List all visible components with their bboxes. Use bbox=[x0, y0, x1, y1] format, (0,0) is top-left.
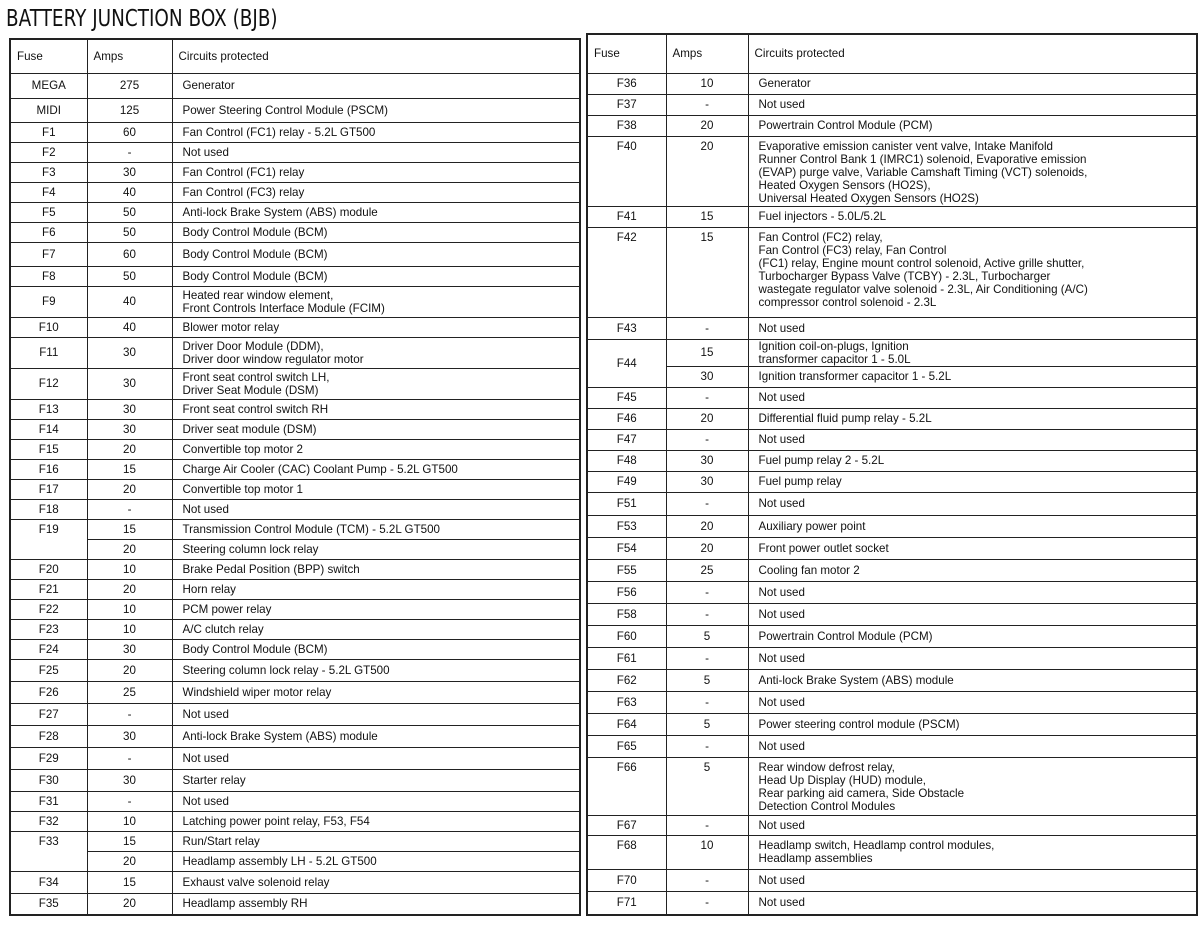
table-row bbox=[10, 579, 580, 599]
fuse-cell: F6 bbox=[10, 222, 87, 242]
circuits-cell: Generator bbox=[172, 73, 580, 98]
table-row bbox=[10, 811, 580, 831]
circuits-cell: Fuel injectors - 5.0L/5.2L bbox=[748, 206, 1197, 227]
amps-cell: 5 bbox=[666, 625, 748, 647]
table-row bbox=[587, 815, 1197, 835]
fuse-cell: F67 bbox=[587, 815, 666, 835]
header-amps: Amps bbox=[87, 39, 172, 73]
fuse-cell: F65 bbox=[587, 735, 666, 757]
table-row bbox=[587, 625, 1197, 647]
fuse-cell: F23 bbox=[10, 619, 87, 639]
circuits-cell: Charge Air Cooler (CAC) Coolant Pump - 5.2L GT500 bbox=[172, 459, 580, 479]
amps-cell: 30 bbox=[87, 399, 172, 419]
table-row bbox=[587, 559, 1197, 581]
fuse-cell: F8 bbox=[10, 266, 87, 286]
amps-cell: 5 bbox=[666, 757, 748, 815]
circuits-cell: Not used bbox=[172, 703, 580, 725]
circuits-cell: Not used bbox=[748, 603, 1197, 625]
circuits-cell: Not used bbox=[748, 581, 1197, 603]
amps-cell: 20 bbox=[87, 893, 172, 915]
amps-cell: 20 bbox=[87, 479, 172, 499]
circuits-cell: Rear window defrost relay, Head Up Display (HUD) module, Rear parking aid camera, Side Obstacle Detection Control Modules bbox=[748, 757, 1197, 815]
table-row bbox=[10, 73, 580, 98]
header-amps: Amps bbox=[666, 34, 748, 73]
fuse-cell: F48 bbox=[587, 450, 666, 471]
fuse-cell: F2 bbox=[10, 142, 87, 162]
table-row bbox=[587, 757, 1197, 815]
amps-cell: 5 bbox=[666, 669, 748, 691]
amps-cell: - bbox=[87, 703, 172, 725]
table-row bbox=[587, 647, 1197, 669]
circuits-cell: Fan Control (FC1) relay - 5.2L GT500 bbox=[172, 122, 580, 142]
fuse-cell: F36 bbox=[587, 73, 666, 94]
table-row bbox=[10, 182, 580, 202]
fuse-cell: F29 bbox=[10, 747, 87, 769]
amps-cell: 20 bbox=[666, 515, 748, 537]
header-fuse: Fuse bbox=[10, 39, 87, 73]
table-row bbox=[587, 339, 1197, 366]
amps-cell: 275 bbox=[87, 73, 172, 98]
circuits-cell: Not used bbox=[748, 691, 1197, 713]
table-row bbox=[587, 492, 1197, 515]
fuse-cell: F47 bbox=[587, 429, 666, 450]
table-row bbox=[10, 439, 580, 459]
table-row bbox=[10, 499, 580, 519]
circuits-cell: Run/Start relay bbox=[172, 831, 580, 851]
table-row bbox=[587, 835, 1197, 869]
amps-cell: 30 bbox=[666, 471, 748, 492]
amps-cell: 15 bbox=[87, 459, 172, 479]
table-row bbox=[587, 537, 1197, 559]
table-row bbox=[587, 94, 1197, 115]
amps-cell: 30 bbox=[87, 419, 172, 439]
table-row bbox=[10, 703, 580, 725]
fuse-cell: F16 bbox=[10, 459, 87, 479]
circuits-cell: Latching power point relay, F53, F54 bbox=[172, 811, 580, 831]
circuits-cell: Auxiliary power point bbox=[748, 515, 1197, 537]
fuse-cell: F54 bbox=[587, 537, 666, 559]
table-row bbox=[10, 459, 580, 479]
amps-cell: - bbox=[87, 791, 172, 811]
table-row bbox=[10, 769, 580, 791]
circuits-cell: A/C clutch relay bbox=[172, 619, 580, 639]
amps-cell: 15 bbox=[666, 227, 748, 317]
amps-cell: 125 bbox=[87, 98, 172, 122]
amps-cell: 40 bbox=[87, 317, 172, 337]
fuse-cell: F35 bbox=[10, 893, 87, 915]
fuse-cell: F44 bbox=[587, 339, 666, 387]
fuse-cell: F63 bbox=[587, 691, 666, 713]
circuits-cell: Front seat control switch RH bbox=[172, 399, 580, 419]
table-row bbox=[10, 368, 580, 399]
circuits-cell: Fuel pump relay bbox=[748, 471, 1197, 492]
circuits-cell: Front seat control switch LH, Driver Seat Module (DSM) bbox=[172, 368, 580, 399]
fuse-cell: F37 bbox=[587, 94, 666, 115]
amps-cell: 5 bbox=[666, 713, 748, 735]
fuse-cell: F62 bbox=[587, 669, 666, 691]
amps-cell: - bbox=[666, 429, 748, 450]
fuse-cell: F56 bbox=[587, 581, 666, 603]
table-row bbox=[10, 399, 580, 419]
fuse-cell: F7 bbox=[10, 242, 87, 266]
fuse-cell: F11 bbox=[10, 337, 87, 368]
table-row bbox=[10, 242, 580, 266]
circuits-cell: Anti-lock Brake System (ABS) module bbox=[748, 669, 1197, 691]
amps-cell: - bbox=[666, 317, 748, 339]
amps-cell: 15 bbox=[666, 339, 748, 366]
fuse-cell: F20 bbox=[10, 559, 87, 579]
fuse-cell: F64 bbox=[587, 713, 666, 735]
amps-cell: 30 bbox=[87, 639, 172, 659]
amps-cell: 50 bbox=[87, 222, 172, 242]
table-row bbox=[587, 450, 1197, 471]
amps-cell: 20 bbox=[666, 115, 748, 136]
circuits-cell: Power steering control module (PSCM) bbox=[748, 713, 1197, 735]
fuse-table-left bbox=[9, 38, 581, 916]
fuse-cell: F4 bbox=[10, 182, 87, 202]
amps-cell: - bbox=[666, 603, 748, 625]
fuse-cell: F61 bbox=[587, 647, 666, 669]
circuits-cell: Not used bbox=[748, 735, 1197, 757]
circuits-cell: Power Steering Control Module (PSCM) bbox=[172, 98, 580, 122]
fuse-cell: F28 bbox=[10, 725, 87, 747]
fuse-cell: F25 bbox=[10, 659, 87, 681]
table-row bbox=[10, 619, 580, 639]
fuse-cell: F22 bbox=[10, 599, 87, 619]
circuits-cell: Transmission Control Module (TCM) - 5.2L GT500 bbox=[172, 519, 580, 539]
circuits-cell: Anti-lock Brake System (ABS) module bbox=[172, 725, 580, 747]
circuits-cell: Horn relay bbox=[172, 579, 580, 599]
fuse-cell: F70 bbox=[587, 869, 666, 891]
amps-cell: 20 bbox=[87, 659, 172, 681]
table-row bbox=[587, 691, 1197, 713]
fuse-cell: F45 bbox=[587, 387, 666, 408]
table-row bbox=[10, 98, 580, 122]
fuse-cell: F68 bbox=[587, 835, 666, 869]
header-circuits: Circuits protected bbox=[172, 39, 580, 73]
amps-cell: 30 bbox=[666, 450, 748, 471]
table-row bbox=[10, 539, 580, 559]
table-row bbox=[587, 891, 1197, 915]
table-row bbox=[10, 142, 580, 162]
fuse-cell: F43 bbox=[587, 317, 666, 339]
circuits-cell: Body Control Module (BCM) bbox=[172, 266, 580, 286]
table-row bbox=[10, 122, 580, 142]
fuse-cell: F34 bbox=[10, 871, 87, 893]
circuits-cell: Generator bbox=[748, 73, 1197, 94]
table-row bbox=[587, 581, 1197, 603]
fuse-cell: MEGA bbox=[10, 73, 87, 98]
amps-cell: 30 bbox=[87, 337, 172, 368]
circuits-cell: Differential fluid pump relay - 5.2L bbox=[748, 408, 1197, 429]
fuse-cell: F9 bbox=[10, 286, 87, 317]
circuits-cell: Driver Door Module (DDM), Driver door window regulator motor bbox=[172, 337, 580, 368]
amps-cell: 10 bbox=[87, 599, 172, 619]
circuits-cell: Headlamp switch, Headlamp control modules, Headlamp assemblies bbox=[748, 835, 1197, 869]
amps-cell: 40 bbox=[87, 286, 172, 317]
amps-cell: 20 bbox=[666, 136, 748, 206]
table-row bbox=[587, 669, 1197, 691]
table-row bbox=[587, 735, 1197, 757]
table-row bbox=[587, 603, 1197, 625]
circuits-cell: Exhaust valve solenoid relay bbox=[172, 871, 580, 893]
fuse-cell: F3 bbox=[10, 162, 87, 182]
circuits-cell: Anti-lock Brake System (ABS) module bbox=[172, 202, 580, 222]
amps-cell: 20 bbox=[666, 537, 748, 559]
table-row bbox=[10, 725, 580, 747]
amps-cell: - bbox=[666, 691, 748, 713]
fuse-cell: F5 bbox=[10, 202, 87, 222]
circuits-cell: Evaporative emission canister vent valve, Intake Manifold Runner Control Bank 1 (IMRC1) solenoid, Evaporative emission (EVAP) purge valve, Variable Camshaft Timing (VCT) solenoids, Heated Oxygen Sensors (HO2S), Universal Heated Oxygen Sensors (HO2S) bbox=[748, 136, 1197, 206]
fuse-cell: F71 bbox=[587, 891, 666, 915]
fuse-cell: F41 bbox=[587, 206, 666, 227]
fuse-cell: F55 bbox=[587, 559, 666, 581]
fuse-cell: F19 bbox=[10, 519, 87, 559]
table-row bbox=[10, 202, 580, 222]
circuits-cell: Not used bbox=[172, 791, 580, 811]
table-row bbox=[587, 136, 1197, 206]
table-row bbox=[10, 162, 580, 182]
circuits-cell: Not used bbox=[748, 94, 1197, 115]
amps-cell: 15 bbox=[87, 871, 172, 893]
amps-cell: - bbox=[666, 735, 748, 757]
fuse-cell: F46 bbox=[587, 408, 666, 429]
table-row bbox=[10, 831, 580, 851]
amps-cell: 20 bbox=[87, 539, 172, 559]
amps-cell: 30 bbox=[87, 725, 172, 747]
table-row bbox=[587, 869, 1197, 891]
circuits-cell: Not used bbox=[748, 891, 1197, 915]
amps-cell: 30 bbox=[87, 769, 172, 791]
table-row bbox=[10, 222, 580, 242]
fuse-cell: F58 bbox=[587, 603, 666, 625]
table-row bbox=[10, 519, 580, 539]
table-row bbox=[587, 227, 1197, 317]
amps-cell: 20 bbox=[666, 408, 748, 429]
fuse-cell: F38 bbox=[587, 115, 666, 136]
circuits-cell: Not used bbox=[748, 387, 1197, 408]
table-row bbox=[587, 115, 1197, 136]
circuits-cell: Cooling fan motor 2 bbox=[748, 559, 1197, 581]
table-row bbox=[587, 408, 1197, 429]
circuits-cell: Windshield wiper motor relay bbox=[172, 681, 580, 703]
table-row bbox=[10, 851, 580, 871]
circuits-cell: Fan Control (FC3) relay bbox=[172, 182, 580, 202]
table-row bbox=[10, 893, 580, 915]
table-row bbox=[587, 387, 1197, 408]
table-row bbox=[10, 266, 580, 286]
circuits-cell: Starter relay bbox=[172, 769, 580, 791]
amps-cell: 25 bbox=[666, 559, 748, 581]
circuits-cell: Not used bbox=[748, 492, 1197, 515]
circuits-cell: Ignition transformer capacitor 1 - 5.2L bbox=[748, 366, 1197, 387]
amps-cell: 30 bbox=[666, 366, 748, 387]
header-fuse: Fuse bbox=[587, 34, 666, 73]
amps-cell: 10 bbox=[87, 811, 172, 831]
circuits-cell: Body Control Module (BCM) bbox=[172, 222, 580, 242]
fuse-cell: F53 bbox=[587, 515, 666, 537]
amps-cell: 15 bbox=[666, 206, 748, 227]
fuse-cell: F10 bbox=[10, 317, 87, 337]
amps-cell: 60 bbox=[87, 242, 172, 266]
circuits-cell: Fan Control (FC1) relay bbox=[172, 162, 580, 182]
table-row bbox=[587, 429, 1197, 450]
fuse-cell: F12 bbox=[10, 368, 87, 399]
fuse-cell: MIDI bbox=[10, 98, 87, 122]
circuits-cell: Blower motor relay bbox=[172, 317, 580, 337]
table-row bbox=[10, 791, 580, 811]
circuits-cell: Front power outlet socket bbox=[748, 537, 1197, 559]
amps-cell: - bbox=[666, 647, 748, 669]
circuits-cell: Headlamp assembly LH - 5.2L GT500 bbox=[172, 851, 580, 871]
fuse-cell: F13 bbox=[10, 399, 87, 419]
fuse-cell: F14 bbox=[10, 419, 87, 439]
circuits-cell: Convertible top motor 2 bbox=[172, 439, 580, 459]
circuits-cell: Not used bbox=[748, 429, 1197, 450]
amps-cell: 10 bbox=[87, 619, 172, 639]
table-row bbox=[10, 681, 580, 703]
fuse-table-right bbox=[586, 33, 1198, 916]
table-row bbox=[587, 713, 1197, 735]
fuse-cell: F60 bbox=[587, 625, 666, 647]
amps-cell: 10 bbox=[87, 559, 172, 579]
amps-cell: 20 bbox=[87, 851, 172, 871]
table-row bbox=[10, 337, 580, 368]
fuse-cell: F42 bbox=[587, 227, 666, 317]
fuse-cell: F21 bbox=[10, 579, 87, 599]
amps-cell: 50 bbox=[87, 202, 172, 222]
amps-cell: - bbox=[666, 387, 748, 408]
fuse-cell: F51 bbox=[587, 492, 666, 515]
fuse-cell: F18 bbox=[10, 499, 87, 519]
table-row bbox=[10, 317, 580, 337]
amps-cell: 15 bbox=[87, 519, 172, 539]
circuits-cell: Fuel pump relay 2 - 5.2L bbox=[748, 450, 1197, 471]
circuits-cell: Brake Pedal Position (BPP) switch bbox=[172, 559, 580, 579]
circuits-cell: Steering column lock relay bbox=[172, 539, 580, 559]
amps-cell: 40 bbox=[87, 182, 172, 202]
table-row bbox=[587, 73, 1197, 94]
table-row bbox=[10, 639, 580, 659]
fuse-cell: F15 bbox=[10, 439, 87, 459]
table-row bbox=[10, 479, 580, 499]
circuits-cell: PCM power relay bbox=[172, 599, 580, 619]
table-row bbox=[10, 871, 580, 893]
circuits-cell: Not used bbox=[748, 647, 1197, 669]
fuse-cell: F33 bbox=[10, 831, 87, 871]
amps-cell: - bbox=[666, 869, 748, 891]
table-row bbox=[587, 471, 1197, 492]
fuse-cell: F27 bbox=[10, 703, 87, 725]
circuits-cell: Ignition coil-on-plugs, Ignition transformer capacitor 1 - 5.0L bbox=[748, 339, 1197, 366]
amps-cell: 25 bbox=[87, 681, 172, 703]
amps-cell: - bbox=[666, 891, 748, 915]
table-row bbox=[10, 559, 580, 579]
circuits-cell: Fan Control (FC2) relay, Fan Control (FC3) relay, Fan Control (FC1) relay, Engine mount control solenoid, Active grille shutter, Turbocharger Bypass Valve (TCBY) - 2.3L, Turbocharger wastegate regulator valve solenoid - 2.3L, Air Conditioning (A/C) compressor control solenoid - 2.3L bbox=[748, 227, 1197, 317]
table-row bbox=[10, 599, 580, 619]
circuits-cell: Powertrain Control Module (PCM) bbox=[748, 625, 1197, 647]
amps-cell: - bbox=[87, 142, 172, 162]
circuits-cell: Body Control Module (BCM) bbox=[172, 242, 580, 266]
fuse-cell: F49 bbox=[587, 471, 666, 492]
circuits-cell: Driver seat module (DSM) bbox=[172, 419, 580, 439]
circuits-cell: Not used bbox=[748, 815, 1197, 835]
amps-cell: - bbox=[87, 499, 172, 519]
fuse-cell: F1 bbox=[10, 122, 87, 142]
fuse-cell: F32 bbox=[10, 811, 87, 831]
amps-cell: - bbox=[666, 492, 748, 515]
circuits-cell: Powertrain Control Module (PCM) bbox=[748, 115, 1197, 136]
fuse-cell: F26 bbox=[10, 681, 87, 703]
circuits-cell: Not used bbox=[172, 142, 580, 162]
amps-cell: 50 bbox=[87, 266, 172, 286]
circuits-cell: Body Control Module (BCM) bbox=[172, 639, 580, 659]
table-row bbox=[587, 366, 1197, 387]
amps-cell: 30 bbox=[87, 162, 172, 182]
table-row bbox=[587, 515, 1197, 537]
fuse-cell: F31 bbox=[10, 791, 87, 811]
circuits-cell: Convertible top motor 1 bbox=[172, 479, 580, 499]
circuits-cell: Not used bbox=[748, 869, 1197, 891]
table-row bbox=[10, 659, 580, 681]
amps-cell: 60 bbox=[87, 122, 172, 142]
amps-cell: 20 bbox=[87, 579, 172, 599]
header-circuits: Circuits protected bbox=[748, 34, 1197, 73]
fuse-cell: F30 bbox=[10, 769, 87, 791]
amps-cell: - bbox=[666, 581, 748, 603]
amps-cell: 15 bbox=[87, 831, 172, 851]
table-row bbox=[10, 419, 580, 439]
table-row bbox=[10, 747, 580, 769]
amps-cell: 10 bbox=[666, 835, 748, 869]
table-row bbox=[587, 206, 1197, 227]
amps-cell: 30 bbox=[87, 368, 172, 399]
circuits-cell: Heated rear window element, Front Controls Interface Module (FCIM) bbox=[172, 286, 580, 317]
fuse-cell: F24 bbox=[10, 639, 87, 659]
circuits-cell: Not used bbox=[748, 317, 1197, 339]
amps-cell: - bbox=[666, 815, 748, 835]
circuits-cell: Headlamp assembly RH bbox=[172, 893, 580, 915]
amps-cell: 10 bbox=[666, 73, 748, 94]
fuse-cell: F40 bbox=[587, 136, 666, 206]
amps-cell: 20 bbox=[87, 439, 172, 459]
table-row bbox=[587, 317, 1197, 339]
fuse-cell: F66 bbox=[587, 757, 666, 815]
circuits-cell: Not used bbox=[172, 499, 580, 519]
amps-cell: - bbox=[666, 94, 748, 115]
fuse-cell: F17 bbox=[10, 479, 87, 499]
circuits-cell: Steering column lock relay - 5.2L GT500 bbox=[172, 659, 580, 681]
circuits-cell: Not used bbox=[172, 747, 580, 769]
page-title: BATTERY JUNCTION BOX (BJB) bbox=[6, 6, 278, 32]
amps-cell: - bbox=[87, 747, 172, 769]
table-row bbox=[10, 286, 580, 317]
